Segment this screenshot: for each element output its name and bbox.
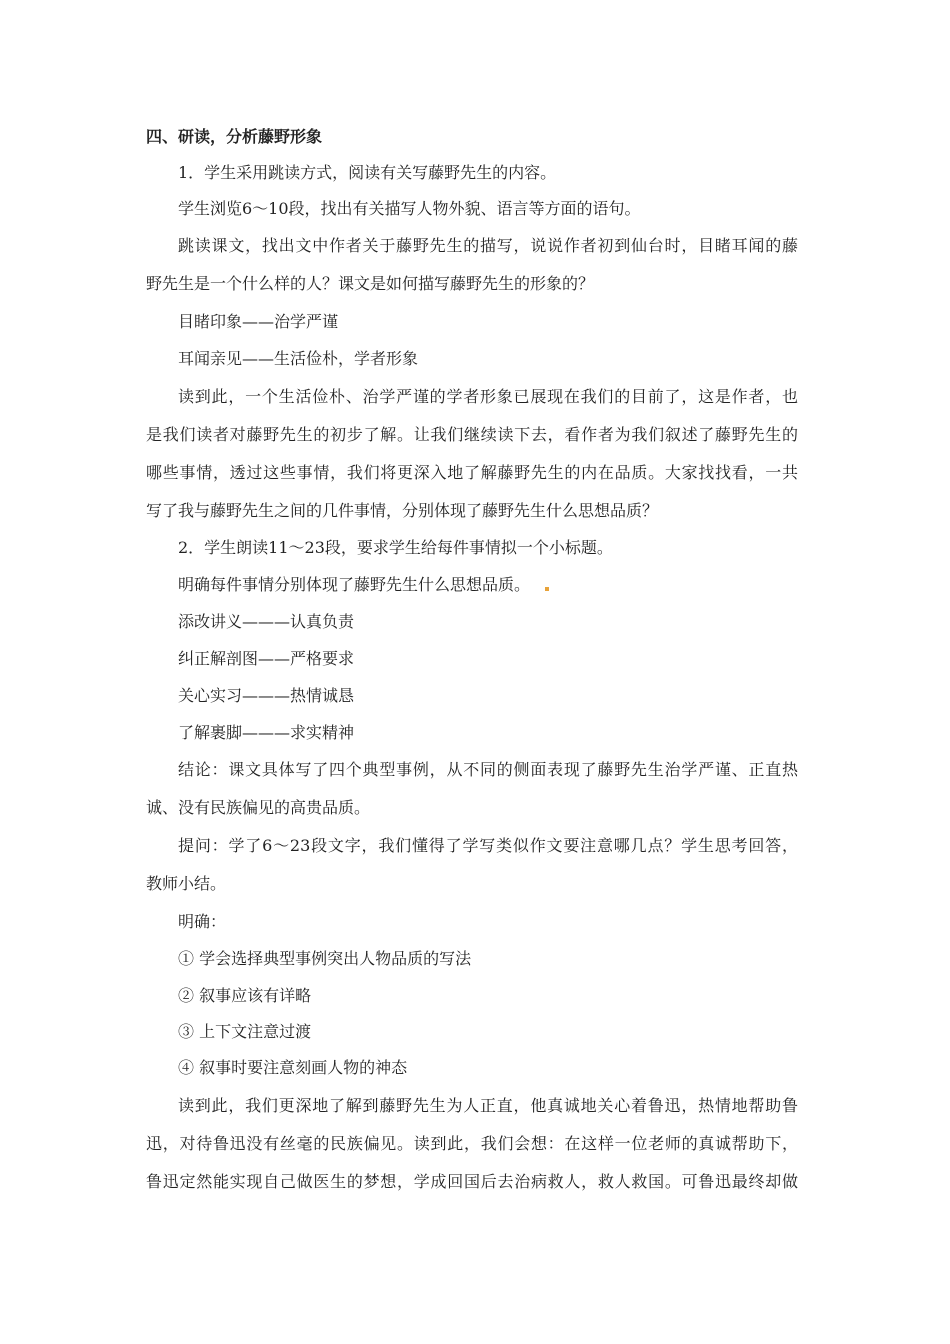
list-item: 关心实习———热情诚恳 [178,686,355,705]
paragraph-line: 跳读课文，找出文中作者关于藤野先生的描写，说说作者初到仙台时，目睹耳闻的藤 [178,236,798,255]
paragraph-line: 是我们读者对藤野先生的初步了解。让我们继续读下去，看作者为我们叙述了藤野先生的 [146,425,798,444]
paragraph-line: 1．学生采用跳读方式，阅读有关写藤野先生的内容。 [178,163,557,182]
list-item: 了解裹脚———求实精神 [178,723,355,742]
list-item: 纠正解剖图——严格要求 [178,649,355,668]
paragraph-line: 耳闻亲见——生活俭朴，学者形象 [178,349,419,368]
paragraph-line: 目睹印象——治学严谨 [178,312,339,331]
list-item: 添改讲义———认真负责 [178,612,355,631]
paragraph-line: 教师小结。 [146,874,227,893]
paragraph-line: 2．学生朗读11～23段，要求学生给每件事情拟一个小标题。 [178,538,613,557]
paragraph-line: 读到此，一个生活俭朴、治学严谨的学者形象已展现在我们的目前了，这是作者，也 [178,387,798,406]
paragraph-line: 学生浏览6～10段，找出有关描写人物外貌、语言等方面的语句。 [178,199,641,218]
list-item: ③ 上下文注意过渡 [178,1022,312,1041]
paragraph-line: 写了我与藤野先生之间的几件事情，分别体现了藤野先生什么思想品质？ [146,501,659,520]
highlight-mark [545,587,549,591]
section-heading: 四、研读，分析藤野形象 [146,127,323,146]
list-item: ④ 叙事时要注意刻画人物的神态 [178,1058,408,1077]
paragraph-line: 结论：课文具体写了四个典型事例，从不同的侧面表现了藤野先生治学严谨、正直热 [178,760,798,779]
paragraph-line: 鲁迅定然能实现自己做医生的梦想，学成回国后去治病救人，救人救国。可鲁迅最终却做 [146,1172,798,1191]
paragraph-line: 诚、没有民族偏见的高贵品质。 [146,798,371,817]
paragraph-line: 迅，对待鲁迅没有丝毫的民族偏见。读到此，我们会想：在这样一位老师的真诚帮助下， [146,1134,798,1153]
paragraph-line: 读到此，我们更深地了解到藤野先生为人正直，他真诚地关心着鲁迅，热情地帮助鲁 [178,1096,798,1115]
paragraph-line: 提问：学了6～23段文字，我们懂得了学写类似作文要注意哪几点？学生思考回答， [178,836,798,855]
paragraph-line: 明确每件事情分别体现了藤野先生什么思想品质。 [178,575,531,594]
list-item: ① 学会选择典型事例突出人物品质的写法 [178,949,472,968]
list-item: ② 叙事应该有详略 [178,986,312,1005]
paragraph-line: 明确： [178,912,227,931]
paragraph-line: 野先生是一个什么样的人？课文是如何描写藤野先生的形象的？ [146,274,595,293]
paragraph-line: 哪些事情，透过这些事情，我们将更深入地了解藤野先生的内在品质。大家找找看，一共 [146,463,798,482]
